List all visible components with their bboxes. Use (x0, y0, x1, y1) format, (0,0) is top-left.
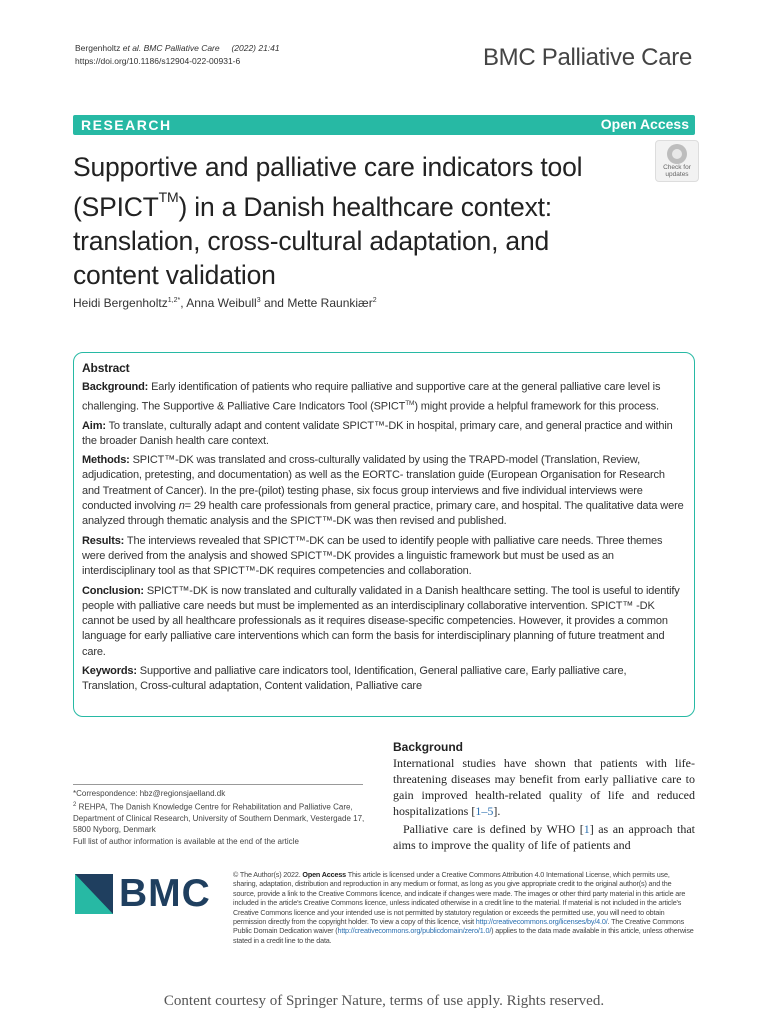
journal-brand: BMC Palliative Care (482, 44, 692, 71)
title-part2: ) in a Danish healthcare context: translation, cross-cultural adaptation, and content validation (73, 191, 552, 290)
reference-link[interactable]: 1–5 (475, 804, 494, 818)
reference-link[interactable]: 1 (583, 822, 590, 836)
correspondence-footnote (73, 784, 373, 847)
citation-authors: Bergenholtz (75, 43, 121, 53)
body-paragraph-2: Palliative care is defined by WHO [1] as an approach that aims to improve the quality of life of patients and (393, 822, 695, 852)
abstract-box (73, 352, 695, 717)
citation-et-al: et al. (122, 43, 142, 53)
body-column (393, 740, 695, 853)
author-2-affil: 3 (256, 297, 261, 304)
affiliation-note: $^2$ REHPA, The Danish Knowledge Centre for Rehabilitation and Palliative Care, Department of Clinical Research, University of Southern Denmark, Vestergade 17, 5800 Nyborg, Denmark (73, 801, 365, 835)
abstract-results: Results: The interviews revealed that SPICT™-DK can be used to identify people with palliative care needs. Three themes were derived from the analysis and showed SPICT™-DK provides a linguistic framework but must be used as an interdisciplinary tool as that SPICT™-DK requires competencies and collaboration. (82, 534, 663, 578)
bmc-logo (75, 874, 215, 914)
abstract-background: Background: Early identification of patients who require palliative and supportive care at the general palliative care level is challenging. The Supportive & Palliative Care Indicators Tool (SPICT™) might provide a helpful framework for this process. (82, 381, 661, 413)
author-1: Heidi Bergenholtz (73, 296, 168, 310)
check-updates-icon (667, 144, 687, 164)
bmc-logo-text: BMC (119, 872, 211, 915)
open-access-label: Open Access (600, 116, 689, 132)
title-tm: TM (158, 189, 179, 205)
article-type-label: RESEARCH (81, 117, 172, 133)
section-heading-background: Background (393, 740, 464, 754)
content-courtesy-footer: Content courtesy of Springer Nature, terms of use apply. Rights reserved. (163, 993, 605, 1009)
license-link[interactable]: http://creativecommons.org/licenses/by/4.0/ (475, 917, 608, 927)
citation-doi[interactable]: https://doi.org/10.1186/s12904-022-00931-6 (75, 56, 241, 66)
citation-block (75, 42, 280, 68)
author-list: Heidi Bergenholtz$^{1,2*}$, Anna Weibull$^3$ and Mette Raunkiær$^2$ (73, 296, 377, 310)
check-updates-line1: Check for (663, 164, 691, 171)
abstract-methods: Methods: SPICT™-DK was translated and cross-culturally validated by using the TRAPD-model (Translation, Review, adjudication, pretesting, and documentation) as well as the EORTC- translation guide (European Organisation for Research and Treatment of Cancer). In the pre-(pilot) testing phase, six focus group interviews and five individual interviews were conducted involving n= 29 health care professionals from general practice, primary care, and hospital. The qualitative data were analyzed through thematic analysis and the SPICT™-DK was then revised and published. (82, 454, 684, 528)
abstract-keywords: Keywords: Supportive and palliative care indicators tool, Identification, General palliative care, Early palliative care, Translation, Cross-cultural adaptation, Content validation, Palliative care (82, 665, 627, 693)
abstract-aim: Aim: To translate, culturally adapt and content validate SPICT™-DK in hospital, primary care, and general practice and within the broader Danish health care context. (82, 419, 673, 447)
author-1-affil: 1,2* (167, 297, 181, 304)
title-part1: Supportive and palliative care indicators tool (SPICT (73, 152, 583, 222)
author-2: Anna Weibull (186, 296, 257, 310)
article-type-banner (73, 115, 695, 135)
citation-journal: BMC Palliative Care (143, 43, 220, 53)
check-updates-line2: updates (665, 171, 689, 178)
check-for-updates-badge[interactable] (655, 140, 699, 182)
citation-year-volume: (2022) 21:41 (231, 43, 280, 53)
footnote-divider (73, 784, 363, 785)
license-statement: © The Author(s) 2022. Open Access This article is licensed under a Creative Commons Attribution 4.0 International License, which permits use, sharing, adaptation, distribution and reproduction in any medium or format, as long as you give appropriate credit to the original author(s) and the source, provide a link to the Creative Commons licence, and indicate if changes were made. The images or other third party material in this article are included in the article's Creative Commons licence, unless indicated otherwise in a credit line to the material. If material is not included in the article's Creative Commons licence and your intended use is not permitted by statutory regulation or exceeds the permitted use, you will need to obtain permission directly from the copyright holder. To view a copy of this licence, visit http://creativecommons.org/licenses/by/4.0/. The Creative Commons Public Domain Dedication waiver (http://creativecommons.org/publicdomain/zero/1.0/) applies to the data made available in this article, unless otherwise stated in a credit line to the data. (233, 870, 694, 945)
author-3: Mette Raunkiær (287, 296, 373, 310)
body-paragraph-1: International studies have shown that patients with life-threatening diseases may benefit from early palliative care to gain improved health-related quality of life and reduced hospitalizations [1–5]. (393, 756, 695, 818)
full-author-info-note: Full list of author information is available at the end of the article (73, 836, 299, 846)
abstract-heading: Abstract (82, 361, 130, 375)
abstract-conclusion: Conclusion: SPICT™-DK is now translated and culturally validated in a Danish healthcare setting. The tool is useful to identify people with palliative care needs but must be implemented as an interdisciplinary collaborative intervention. SPICT™ -DK cannot be used by all healthcare professionals as it requires disease-specific competencies. However, it provides a common language for early palliative care interventions which can form the basis for interdisciplinary planning of future treatment and care. (82, 584, 680, 658)
bmc-logo-mark-icon (75, 874, 113, 914)
correspondence-email[interactable]: *Correspondence: hbz@regionsjaelland.dk (73, 789, 226, 798)
public-domain-link[interactable]: http://creativecommons.org/publicdomain/zero/1.0/ (337, 926, 492, 936)
article-title (73, 150, 638, 292)
author-3-affil: 2 (372, 297, 377, 304)
